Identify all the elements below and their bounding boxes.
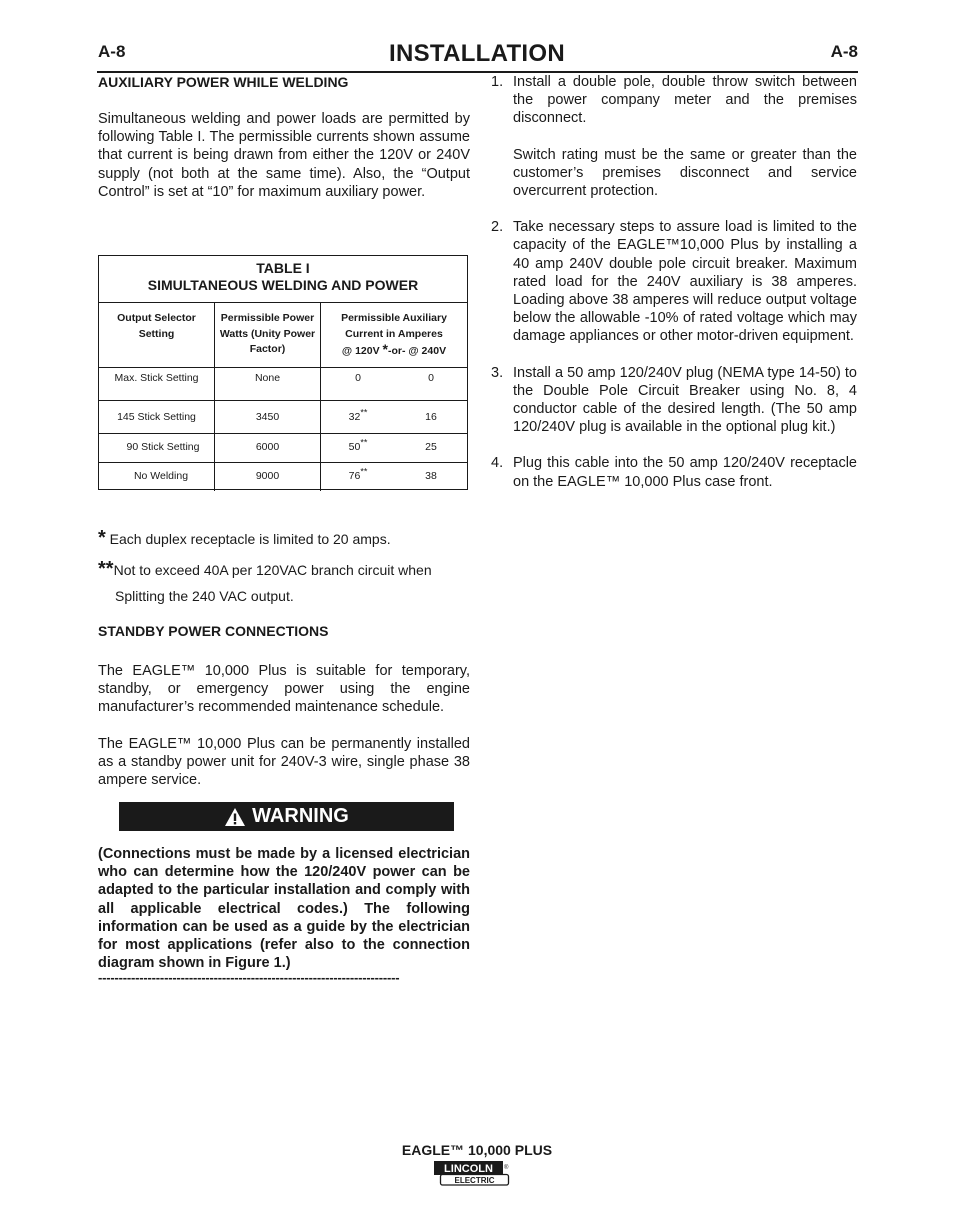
table-header-current	[321, 311, 467, 360]
table-header-watts	[215, 311, 320, 358]
table-title-line2: SIMULTANEOUS WELDING AND POWER	[147, 277, 419, 293]
cell-value: 0	[355, 372, 361, 384]
header-text: Permissible Auxiliary	[341, 312, 447, 324]
table-cell-watts: 3450	[255, 411, 280, 423]
list-item	[491, 218, 857, 345]
warning-label: WARNING	[252, 805, 349, 827]
table-title-line1: TABLE I	[256, 260, 310, 276]
logo-text-top: LINCOLN	[444, 1163, 493, 1175]
list-item	[491, 364, 857, 437]
table-cell-120v	[321, 407, 395, 423]
cell-value: 76	[348, 470, 361, 482]
table-divider-header	[99, 367, 467, 368]
table-divider-row1	[99, 400, 467, 401]
table-divider-row2	[99, 433, 467, 434]
list-number: 4.	[491, 455, 504, 472]
warning-triangle-icon	[224, 807, 246, 827]
standby-paragraph-2: The EAGLE™ 10,000 Plus can be permanently installed as a standby power unit for 240V-3 wire, single phase 38 ampere service.	[98, 736, 470, 789]
table-cell-240v: 38	[425, 470, 437, 482]
list-number: 1.	[491, 74, 504, 90]
standby-heading: STANDBY POWER CONNECTIONS	[98, 623, 329, 639]
table-divider-row3	[99, 462, 467, 463]
footer-model-name: EAGLE™ 10,000 PLUS	[401, 1142, 553, 1158]
table-cell-120v	[321, 466, 395, 482]
list-item	[491, 454, 857, 490]
header-text-120: @ 120V	[341, 345, 383, 357]
table-cell-240v: 16	[425, 411, 437, 423]
list-text: Plug this cable into the 50 amp 120/240V receptacle on the EAGLE™ 10,000 Plus case front.	[513, 455, 857, 490]
header-text: Watts (Unity Power	[219, 327, 316, 340]
table-title	[99, 256, 467, 303]
footnote-text: Each duplex receptacle is limited to 20 amps.	[105, 531, 391, 547]
list-item	[491, 73, 857, 200]
footnote-mark: **	[98, 558, 114, 580]
page-code-right: A-8	[830, 42, 858, 61]
footnote-mark: **	[360, 407, 368, 418]
standby-steps-list	[491, 73, 857, 509]
list-text: Install a double pole, double throw switch between the power company meter and the premises disconnect.	[513, 74, 857, 127]
footnote-mark: *	[98, 527, 106, 549]
auxiliary-paragraph: Simultaneous welding and power loads are permitted by following Table I. The permissible currents shown assume that current is being drawn from either the 120V or 240V supply (not both at the same time). Also, the “Output Control” is set at “10” for maximum auxiliary power.	[98, 111, 470, 200]
table-cell-setting: Max. Stick Setting	[114, 372, 199, 384]
table-cell-watts: 9000	[255, 470, 280, 482]
list-number: 3.	[491, 364, 504, 381]
table-header-setting	[99, 311, 214, 342]
auxiliary-heading: AUXILIARY POWER WHILE WELDING	[98, 74, 349, 90]
lincoln-electric-logo	[434, 1161, 510, 1186]
list-text: Take necessary steps to assure load is limited to the capacity of the EAGLE™10,000 Plus by installing a 40 amp 240V double pole circuit breaker. Maximum rated load for the 240V auxiliary is 38 amperes. Loading above 38 amperes will reduce output voltage below the allowable -10% of rated voltage which may damage appliances or other motor-driven equipment.	[513, 219, 857, 345]
list-text: Switch rating must be the same or greater than the customer’s premises disconnect and service overcurrent protection.	[513, 146, 857, 200]
header-text: Setting	[138, 327, 175, 340]
header-text	[321, 342, 467, 360]
table-cell-240v: 0	[428, 372, 434, 384]
warning-text: (Connections must be made by a licensed electrician who can determine how the 120/240V power can be adapted to the particular installation and comply with all applicable electrical codes.) The following information can be used as a guide by the electrician for most applications (refer also to the connection diagram shown in Figure 1.)	[98, 846, 470, 972]
table-cell-120v	[321, 372, 395, 384]
cell-value: 32	[348, 411, 361, 423]
header-text: Permissible Power	[220, 312, 315, 324]
standby-paragraph-1: The EAGLE™ 10,000 Plus is suitable for temporary, standby, or emergency power using the engine manufacturer’s recommended maintenance schedule.	[98, 663, 470, 716]
page-code-left: A-8	[98, 42, 126, 61]
footnote-single	[98, 527, 470, 550]
table-cell-setting: No Welding	[133, 470, 189, 482]
logo-text-bottom: ELECTRIC	[454, 1176, 495, 1185]
cell-value: 50	[348, 441, 361, 453]
footnote-double-line2: Splitting the 240 VAC output.	[115, 588, 294, 604]
footnote-double	[98, 558, 470, 581]
table-cell-setting: 90 Stick Setting	[126, 441, 200, 453]
footnote-mark: **	[360, 466, 368, 477]
table-cell-watts: 6000	[255, 441, 280, 453]
warning-banner	[119, 802, 454, 831]
table-cell-240v: 25	[425, 441, 437, 453]
footnote-mark: **	[360, 437, 368, 448]
logo-registered-mark: ®	[504, 1165, 509, 1171]
page-title: INSTALLATION	[388, 40, 566, 67]
header-text: Current in Amperes	[345, 327, 443, 340]
footnote-mark: *	[382, 341, 388, 357]
list-text: Install a 50 amp 120/240V plug (NEMA type 14-50) to the Double Pole Circuit Breaker using No. 8, 4 conductor cable of the desired length. (The 50 amp 120/240V plug is available in the optional plug kit.)	[513, 364, 857, 436]
header-text: Output Selector	[117, 312, 196, 324]
list-number: 2.	[491, 219, 504, 236]
header-text: Factor)	[249, 343, 286, 355]
table-cell-setting: 145 Stick Setting	[117, 411, 196, 423]
table-simultaneous-welding	[98, 255, 468, 490]
header-text-240: -or- @ 240V	[387, 345, 447, 357]
table-cell-120v	[321, 437, 395, 453]
table-cell-watts: None	[254, 372, 281, 384]
warning-dash-rule: -------------------------------------------------------------------------	[98, 970, 400, 985]
footnote-text: Not to exceed 40A per 120VAC branch circuit when	[113, 562, 432, 578]
